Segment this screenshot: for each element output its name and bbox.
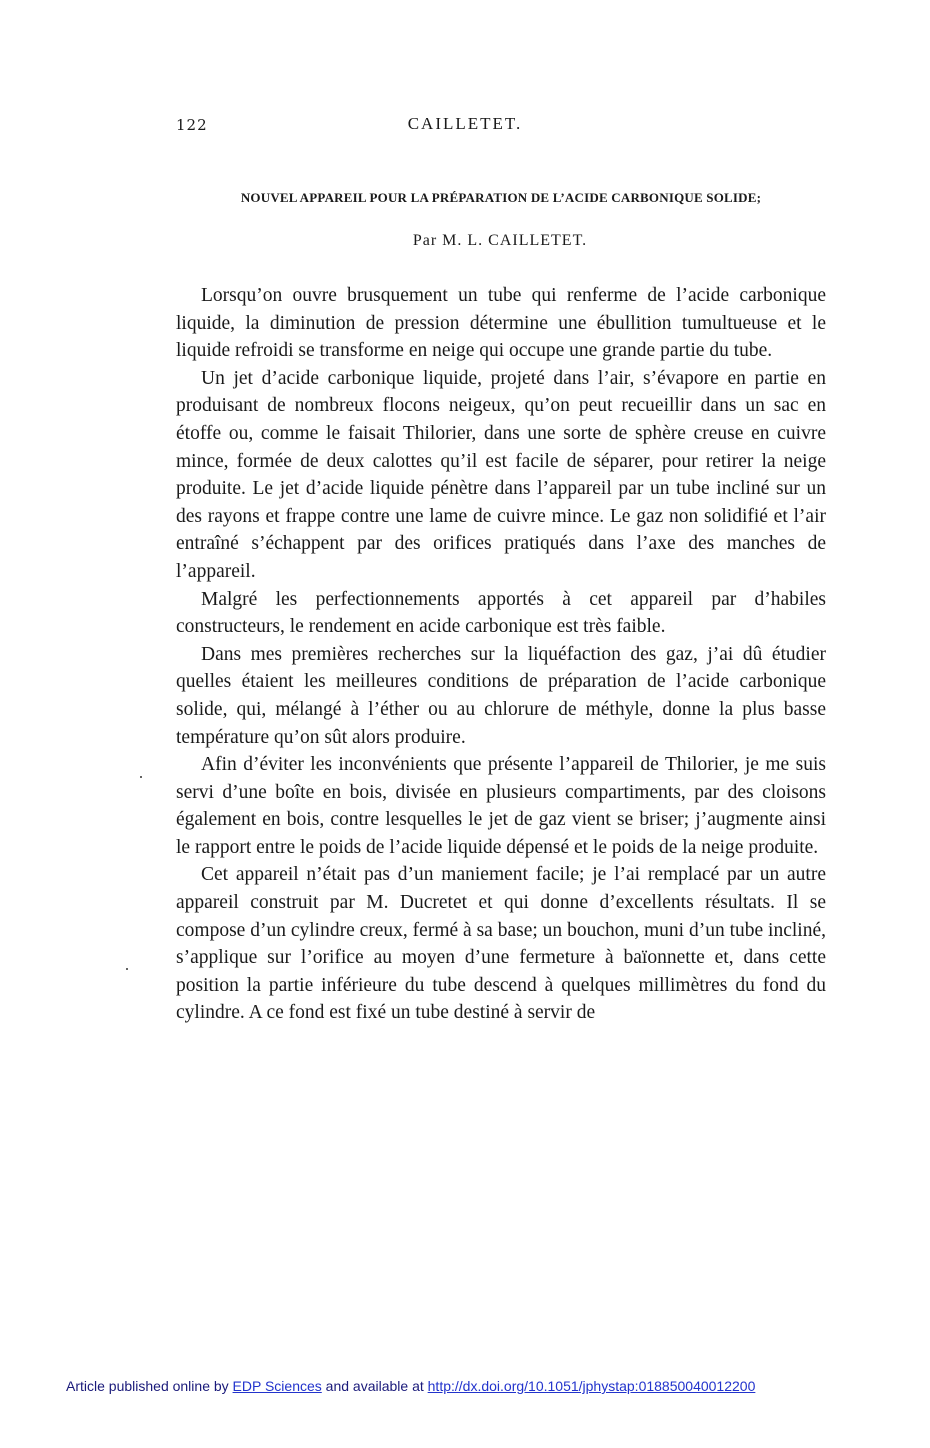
paragraph-6: Cet appareil n’était pas d’un maniement facile; je l’ai remplacé par un autre appareil construit par M. Ducretet et qui donne d’excellents résultats. Il se compose d’un cylindre creux, fermé à sa base; un bouchon, muni d’un tube incliné, s’applique sur l’orifice au moyen d’une fermeture à baïonnette et, dans cette position la partie inférieure du tube descend à quelques millimètres du fond du cylindre. A ce fond est fixé un tube destiné à servir de [176,864,826,1024]
page-number: 122 [176,116,208,134]
paragraph-4: Dans mes premières recherches sur la liquéfaction des gaz, j’ai dû étudier quelles étaient les meilleures conditions de préparation de l’acide carbonique solide, qui, mélangé à l’éther ou au chlorure de méthyle, donne la plus basse température qu’on sût alors produire. [176,643,826,748]
running-head: CAILLETET. [407,114,523,133]
byline: Par M. L. CAILLETET. [412,232,588,249]
paragraph-1: Lorsqu’on ouvre brusquement un tube qui renferme de l’acide carbonique liquide, la diminution de pression détermine une ébullition tumultueuse et le liquide refroidi se transforme en neige qui occupe une grande partie du tube. [176,285,826,362]
paragraph-5: Afin d’éviter les inconvénients que présente l’appareil de Thilorier, je me suis servi d’une boîte en bois, divisée en plusieurs compartiments, par des cloisons également en bois, contre lesquelles le jet de gaz vient se briser; j’augmente ainsi le rapport entre le poids de l’acide liquide dépensé et le poids de la neige produite. [176,754,826,858]
footer-middle: and available at [321,1378,428,1394]
paragraph-3: Malgré les perfectionnements apportés à cet appareil par d’habiles constructeurs, le rendement en acide carbonique est très faible. [176,588,826,638]
footer-prefix: Article published online by [66,1378,233,1394]
article-title: NOUVEL APPAREIL POUR LA PRÉPARATION DE L’ACIDE CARBONIQUE SOLIDE; [240,190,762,205]
doi-link[interactable]: http://dx.doi.org/10.1051/jphystap:018850040012200 [427,1378,756,1394]
article-body [176,282,826,1027]
paragraph-2: Un jet d’acide carbonique liquide, projeté dans l’air, s’évapore en partie en produisant de nombreux flocons neigeux, qu’on peut recueillir dans un sac en étoffe ou, comme le faisait Thilorier, dans une sorte de sphère creuse en cuivre mince, formée de deux calottes qu’il est facile de séparer, pour retirer la neige produite. Le jet d’acide liquide pénètre dans l’appareil par un tube incliné sur un des rayons et frappe contre une lame de cuivre mince. Le gaz non solidifié et l’air entraîné s’échappent par des orifices pratiqués dans l’axe des manches de l’appareil. [176,367,826,582]
margin-dot [140,776,142,778]
publication-footer [66,1378,755,1394]
margin-dot [126,968,128,970]
publisher-link[interactable]: EDP Sciences [232,1378,322,1394]
